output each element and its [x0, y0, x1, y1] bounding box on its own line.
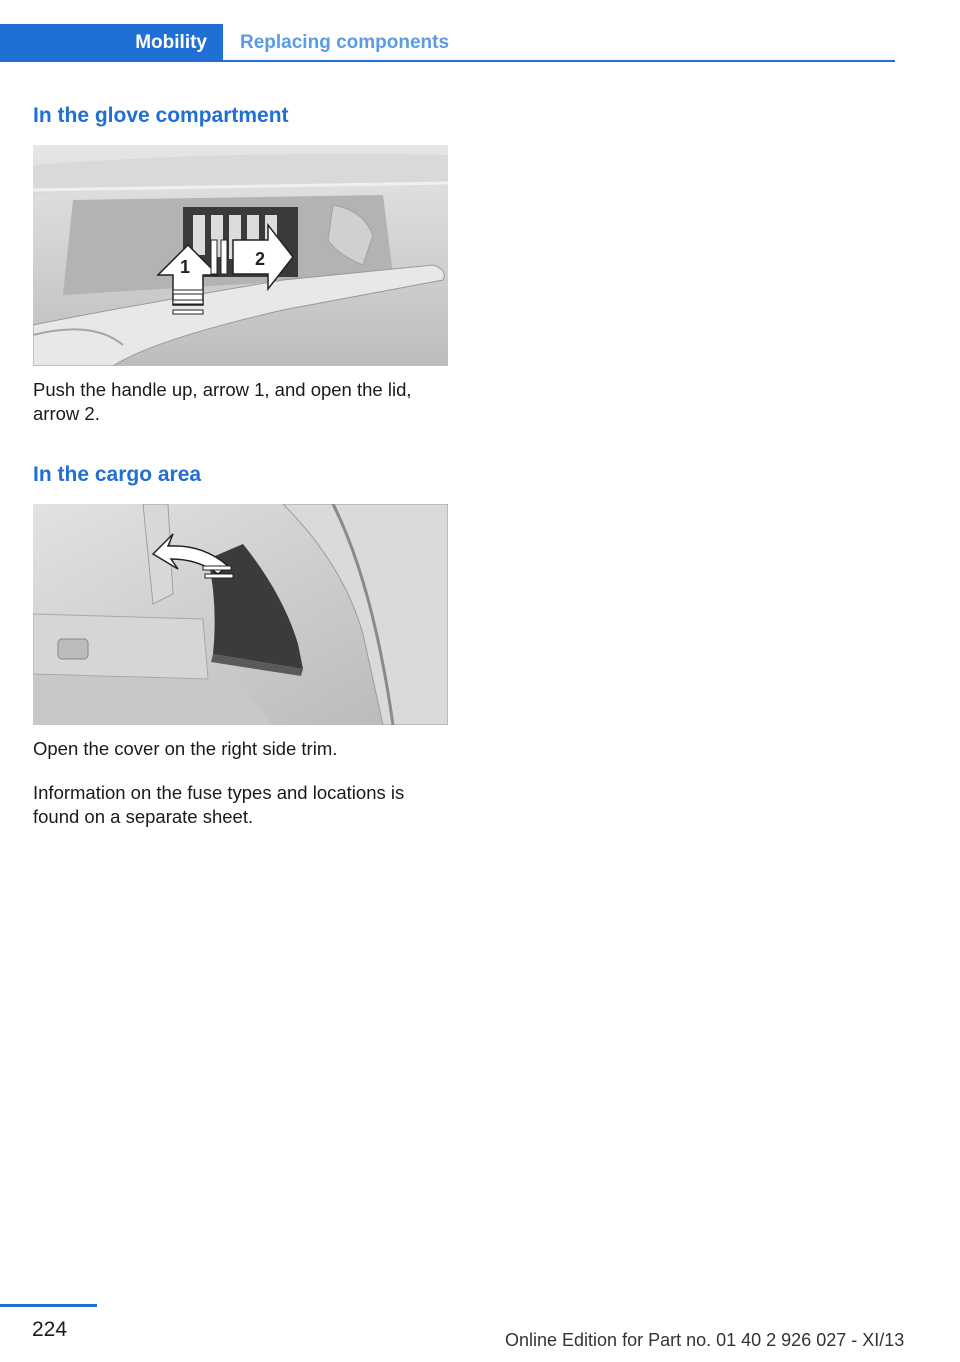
fuse-info-note: Information on the fuse types and locations is found on a separate sheet. [33, 782, 405, 827]
page-number-rule [0, 1304, 97, 1307]
arrow-label-1: 1 [180, 257, 191, 277]
page-header [0, 0, 895, 62]
cargo-area-figure [33, 504, 448, 725]
edition-footer: Online Edition for Part no. 01 40 2 926 027 - XI/13 [505, 1330, 905, 1350]
cargo-area-illustration [33, 504, 448, 725]
glove-compartment-instruction: Push the handle up, arrow 1, and open the lid, arrow 2. [33, 379, 412, 424]
section-tab: Mobility [0, 24, 223, 62]
glove-compartment-illustration [33, 145, 448, 366]
header-rule [0, 60, 895, 62]
page-number: 224 [32, 1318, 68, 1341]
glove-compartment-figure [33, 145, 448, 366]
heading-glove-compartment: In the glove compartment [33, 104, 289, 127]
arrow-label-2: 2 [255, 249, 266, 269]
cargo-area-instruction: Open the cover on the right side trim. [33, 738, 338, 759]
heading-cargo-area: In the cargo area [33, 463, 202, 486]
chapter-tab: Replacing components [240, 32, 450, 53]
